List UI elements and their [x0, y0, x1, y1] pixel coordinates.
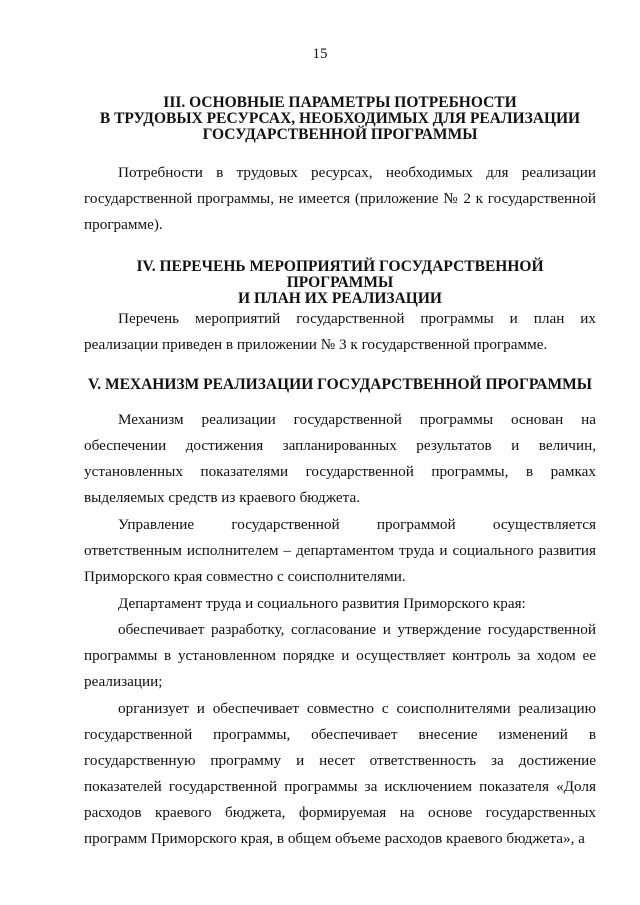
section-3-heading-line: III. ОСНОВНЫЕ ПАРАМЕТРЫ ПОТРЕБНОСТИ	[163, 94, 517, 111]
section-5-paragraph-duty-development: обеспечивает разработку, согласование и утверждение государственной программы в установленном порядке и осуществляет контроль за ходом ее реализации;	[84, 621, 596, 690]
section-5-heading-line: V. МЕХАНИЗМ РЕАЛИЗАЦИИ ГОСУДАРСТВЕННОЙ ПРОГРАММЫ	[88, 376, 592, 393]
section-5-paragraph-mechanism: Механизм реализации государственной программы основан на обеспечении достижения запланированных результатов и величин, установленных показателями государственной программы, в рамках выделяемых средств из краевого бюджета.	[84, 411, 596, 506]
section-4-heading	[84, 259, 596, 307]
section-4-paragraph: Перечень мероприятий государственной программы и план их реализации приведен в приложении № 3 к государственной программе.	[84, 310, 596, 353]
section-5-paragraph-department: Департамент труда и социального развития Приморского края:	[118, 595, 526, 612]
section-3-heading	[84, 95, 596, 143]
section-5-paragraph-management: Управление государственной программой осуществляется ответственным исполнителем – департаментом труда и социального развития Приморского края совместно с соисполнителями.	[84, 516, 596, 585]
section-4-heading-line: И ПЛАН ИХ РЕАЛИЗАЦИИ	[238, 290, 442, 307]
section-4-heading-line: IV. ПЕРЕЧЕНЬ МЕРОПРИЯТИЙ ГОСУДАРСТВЕННОЙ ПРОГРАММЫ	[136, 258, 544, 291]
section-3-heading-line: ГОСУДАРСТВЕННОЙ ПРОГРАММЫ	[202, 126, 478, 143]
page-number: 15	[312, 46, 328, 62]
section-5-paragraph-duty-organization: организует и обеспечивает совместно с соисполнителями реализацию государственной программы, обеспечивает внесение изменений в государственную программу и несет ответственность за достижение показателей государственной программы за исключением показателя «Доля расходов краевого бюджета, формируемая на основе государственных программ Приморского края, в общем объеме расходов краевого бюджета», а	[84, 700, 596, 847]
section-3-paragraph: Потребности в трудовых ресурсах, необходимых для реализации государственной программы, не имеется (приложение № 2 к государственной программе).	[84, 164, 596, 233]
section-5-heading	[84, 377, 596, 393]
section-3-heading-line: В ТРУДОВЫХ РЕСУРСАХ, НЕОБХОДИМЫХ ДЛЯ РЕАЛИЗАЦИИ	[99, 110, 581, 127]
